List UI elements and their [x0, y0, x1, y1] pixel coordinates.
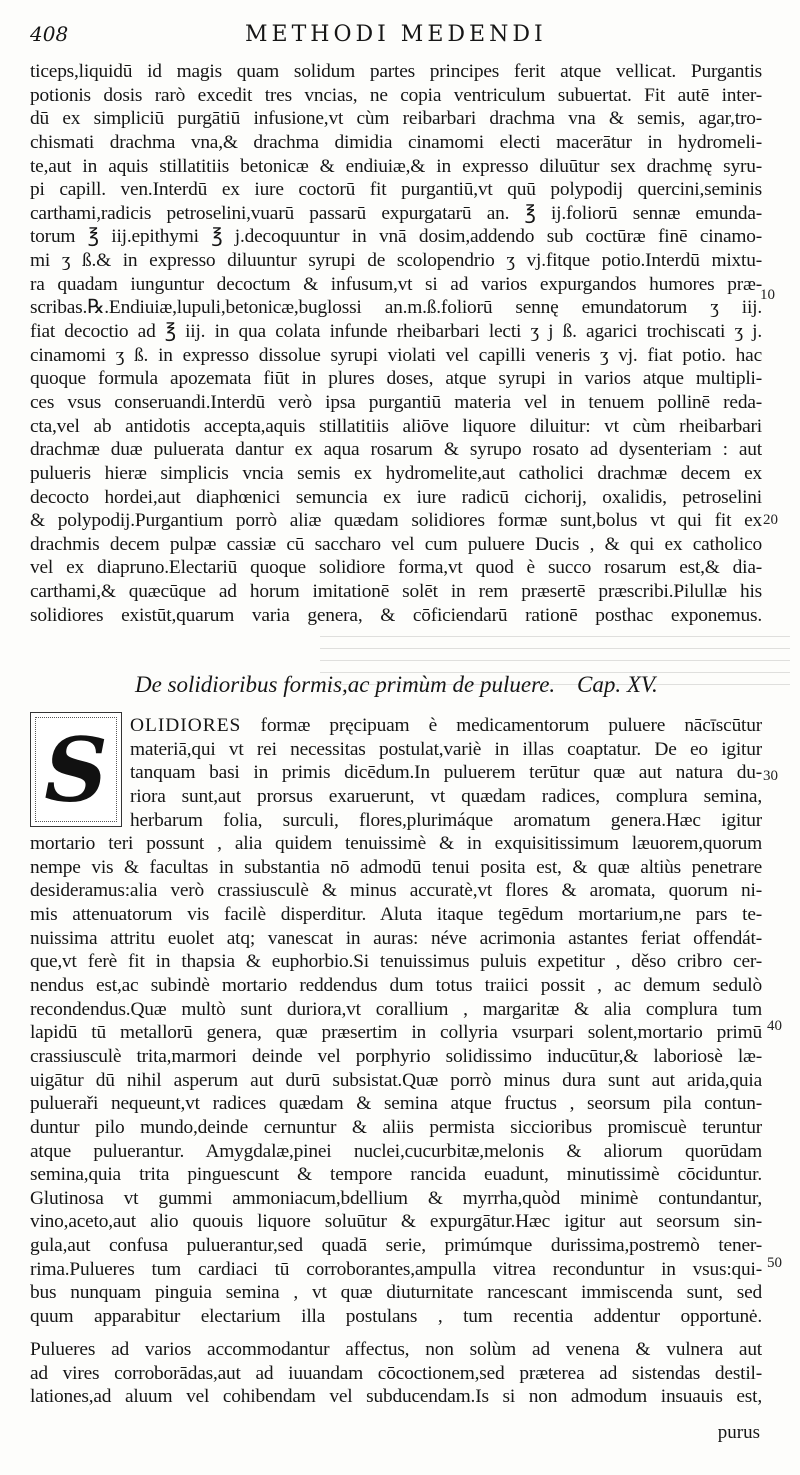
text-line: drachmis decem pulpæ cassiæ cū saccharo vel cum puluere Ducis , & qui ex catholico — [30, 533, 762, 555]
text-line — [130, 714, 762, 738]
text-line: lapidū tū metallorū genera, quæ præsertim in collyria vsurpari solent,mortario primū — [30, 1022, 762, 1044]
page-header — [30, 22, 760, 52]
text-line: potionis dosis rarò excedit tres vncias, ne copia ventriculum subuertat. Fit autē inter- — [30, 84, 762, 106]
text-line: recondendus.Quæ multò sunt duriora,vt corallium , margaritæ & alia complura tum — [30, 998, 762, 1020]
text-line: nendus est,ac subindè mortario reddendus dum totus traiici possit , ac demum sedulò — [30, 975, 762, 997]
text-line: mi ʒ ß.& in expresso diluuntur syrupi de scolopendrio ʒ vj.fitque potio.Interdū mixtu- — [30, 250, 762, 272]
text-line: materiā,qui vt rei necessitas postulat,variè in illas coaptatur. De eo igitur — [130, 738, 762, 760]
text-line: gula,aut confusa puluerantur,sed quadā serie, primúmque durissima,postremò tener- — [30, 1235, 762, 1257]
text-line: ra quadam iunguntur decoctum & infusum,vt si ad varios expurgandos humores præ- — [30, 273, 762, 295]
text-line: quoque formula apozemata fiūt in plures doses, atque syrupi in varios atque multipli- — [30, 368, 762, 390]
text-line: dū ex simpliciū purgātiū infusione,vt cùm reibarbari drachma vna & semis, agar,tro- — [30, 108, 762, 130]
text-line: ticeps,liquidū id magis quam solidum partes principes ferit atque vellicat. Purgantis — [30, 61, 762, 82]
catchword: purus — [717, 1422, 760, 1443]
paragraph-2 — [30, 714, 762, 1329]
first-word: OLIDIORES — [130, 715, 242, 736]
text-line: mis attenuatorum vis facilè disperditur. Aluta itaque tegēdum mortarium,ne pars te- — [30, 904, 762, 926]
text-line: solidiores existūt,quarum varia genera, & cōficiendarū rationē posthac exponemus. — [30, 604, 762, 626]
text-line: carthami,radicis petroselini,vuarū passarū expurgatarū an. ℥ ij.foliorū sennæ emunda- — [30, 202, 762, 224]
text-line: decocto hordei,aut diaphœnici semuncia ex iure radicū cichorij, oxalidis, petroselini — [30, 486, 762, 508]
text-line: chismati drachma vna,& drachma dimidia cinamomi electi macerātur in hydromeli- — [30, 131, 762, 153]
text-line: ad vires corroborādas,aut ad iuuandam cōcoctionem,sed præterea ad sistendas destil- — [30, 1362, 762, 1384]
text-line: torum ℥ iij.epithymi ℥ j.decoquuntur in vnā dosim,addendo sub coctūræ finē cinamo- — [30, 226, 762, 248]
initial-letter: S — [44, 717, 108, 822]
text-line: ces vsus conseruandi.Interdū verò ipsa purgantiū materia vel in tenuem pollinē reda- — [30, 391, 762, 413]
text-line: pi capill. ven.Interdū ex iure coctorū fit purgantiū,vt quū polypodij quercini,seminis — [30, 179, 762, 201]
text-line: rima.Pulueres tum cardiaci tū corroborantes,ampulla vitrea reconduntur in vsus:qui- — [30, 1258, 762, 1280]
paragraph-3 — [30, 1338, 762, 1409]
text-line: drachmæ duæ puluerata dantur ex aqua rosarum & syrupo rosato ad dysenteriam : aut — [30, 439, 762, 461]
text-line: carthami,& quæcūque ad horum imitationē solēt in rem præsertē præscribi.Pilullæ his — [30, 581, 762, 603]
text-line: pulueris hieræ simplicis vncia semis ex hydromelite,aut catholici drachmæ decem ex — [30, 462, 762, 484]
text-line: lationes,ad aluum vel cohibendam vel subducendam.Is si non admodum insuauis est, — [30, 1386, 762, 1408]
text-line: nuissima attritu euolet atq; vanescat in auras: néve acrimonia astantes feriat offendát- — [30, 927, 762, 949]
text-line: crassiusculè trita,marmori deinde vel porphyrio solidissimo inducūtur,& laboriosè læ- — [30, 1045, 762, 1067]
running-head: METHODI MEDENDI — [245, 22, 547, 47]
page-number: 408 — [30, 22, 69, 46]
text-line: desideramus:alia verò crassiusculè & minus accuratè,vt flores & aromata, quorum ni- — [30, 880, 762, 902]
text-line: Glutinosa vt gummi ammoniacum,bdellium & myrrha,quòd minimè contundantur, — [30, 1187, 762, 1209]
text-line: nempe vis & facultas in substantia nō admodū tenui posita est, & quæ altiùs penetrare — [30, 856, 762, 878]
text-line: que,vt ferè fit in thapsia & euphorbio.Si tenuissimus puluis expetitur , děso cribro cer- — [30, 951, 762, 973]
text-line: herbarum folia, surculi, flores,plurimáque aromatum genera.Hæc igitur — [130, 809, 762, 831]
text-line: atque puluerantur. Amygdalæ,pinei nuclei,cucurbitæ,melonis & aliorum quorūdam — [30, 1140, 762, 1162]
text-line: mortario teri possunt , alia quidem tenuissimè & in exquisitissimum læuorem,quorum — [30, 833, 762, 855]
text-line: scribas.℞.Endiuiæ,lupuli,betonicæ,buglossi an.m.ß.foliorū sennę emundatorum ʒ iij. — [30, 297, 762, 319]
margin-line-number: 40 — [767, 1018, 782, 1034]
text-line: duntur pilo mundo,deinde cernuntur & aliis permista siccioribus promiscuè teruntur — [30, 1116, 762, 1138]
margin-line-number: 10 — [760, 287, 775, 303]
chapter-number: Cap. XV. — [577, 672, 658, 697]
text-line: cta,vel ab antidotis accepta,aquis stillatitiis aliōve liquore diluitur: vt cùm rheibarbari — [30, 415, 762, 437]
text-line: quum apparabitur electarium illa postulans , tum recentia addentur opportunė. — [30, 1306, 762, 1328]
text-line: tanquam basi in primis dicēdum.In puluerem terūtur quæ aut natura du- — [130, 762, 762, 784]
text-line: cinamomi ʒ ß. in expresso dissolue syrupi violati vel capilli veneris ʒ vj. fiat potio. hac — [30, 344, 762, 366]
text-line: pulueraři nequeunt,vt radices quædam & semina atque fructus , seorsum pila contun- — [30, 1093, 762, 1115]
margin-line-number: 20 — [763, 512, 778, 528]
line-text: formæ pręcipuam è medicamentorum puluere nācīscūtur — [241, 715, 762, 736]
margin-line-number: 50 — [767, 1255, 782, 1271]
text-line: bus nunquam pinguia semina , vt quæ diuturnitate rancescant immiscenda sunt, sed — [30, 1282, 762, 1304]
text-line: fiat decoctio ad ℥ iij. in qua colata infunde rheibarbari lecti ʒ j ß. agarici trochiscati ʒ j. — [30, 321, 762, 343]
chapter-title: De solidioribus formis,ac primùm de puluere. — [135, 672, 556, 697]
text-line: vino,aceto,aut alio quouis liquore soluūtur & expurgātur.Hæc igitur aut seorsum sin- — [30, 1211, 762, 1233]
text-line: riora sunt,aut prorsus exaruerunt, vt quædam radices, complura semina, — [130, 785, 762, 807]
text-line: Pulueres ad varios accommodantur affectus, non solùm ad venena & vulnera aut — [30, 1339, 762, 1360]
text-line: & polypodij.Purgantium porrò aliæ quædam solidiores formæ sunt,bolus vt qui fit ex — [30, 510, 762, 532]
chapter-heading — [135, 672, 735, 702]
text-line: uigātur dū nihil asperum aut durū subsistat.Quæ porrò minus dura sunt aut arida,quia — [30, 1069, 762, 1091]
paragraph-1 — [30, 60, 762, 627]
text-line: te,aut in aquis stillatitiis betonicæ & endiuiæ,& in expresso diluūtur sex drachmę syru- — [30, 155, 762, 177]
text-line: vel ex diapruno.Electariū quoque solidiore forma,vt quod è succo rosarum est,& dia- — [30, 557, 762, 579]
margin-line-number: 30 — [763, 768, 778, 784]
text-line: semina,quia trita pinguescunt & tempore rancida euadunt, minutissimè cōciduntur. — [30, 1164, 762, 1186]
